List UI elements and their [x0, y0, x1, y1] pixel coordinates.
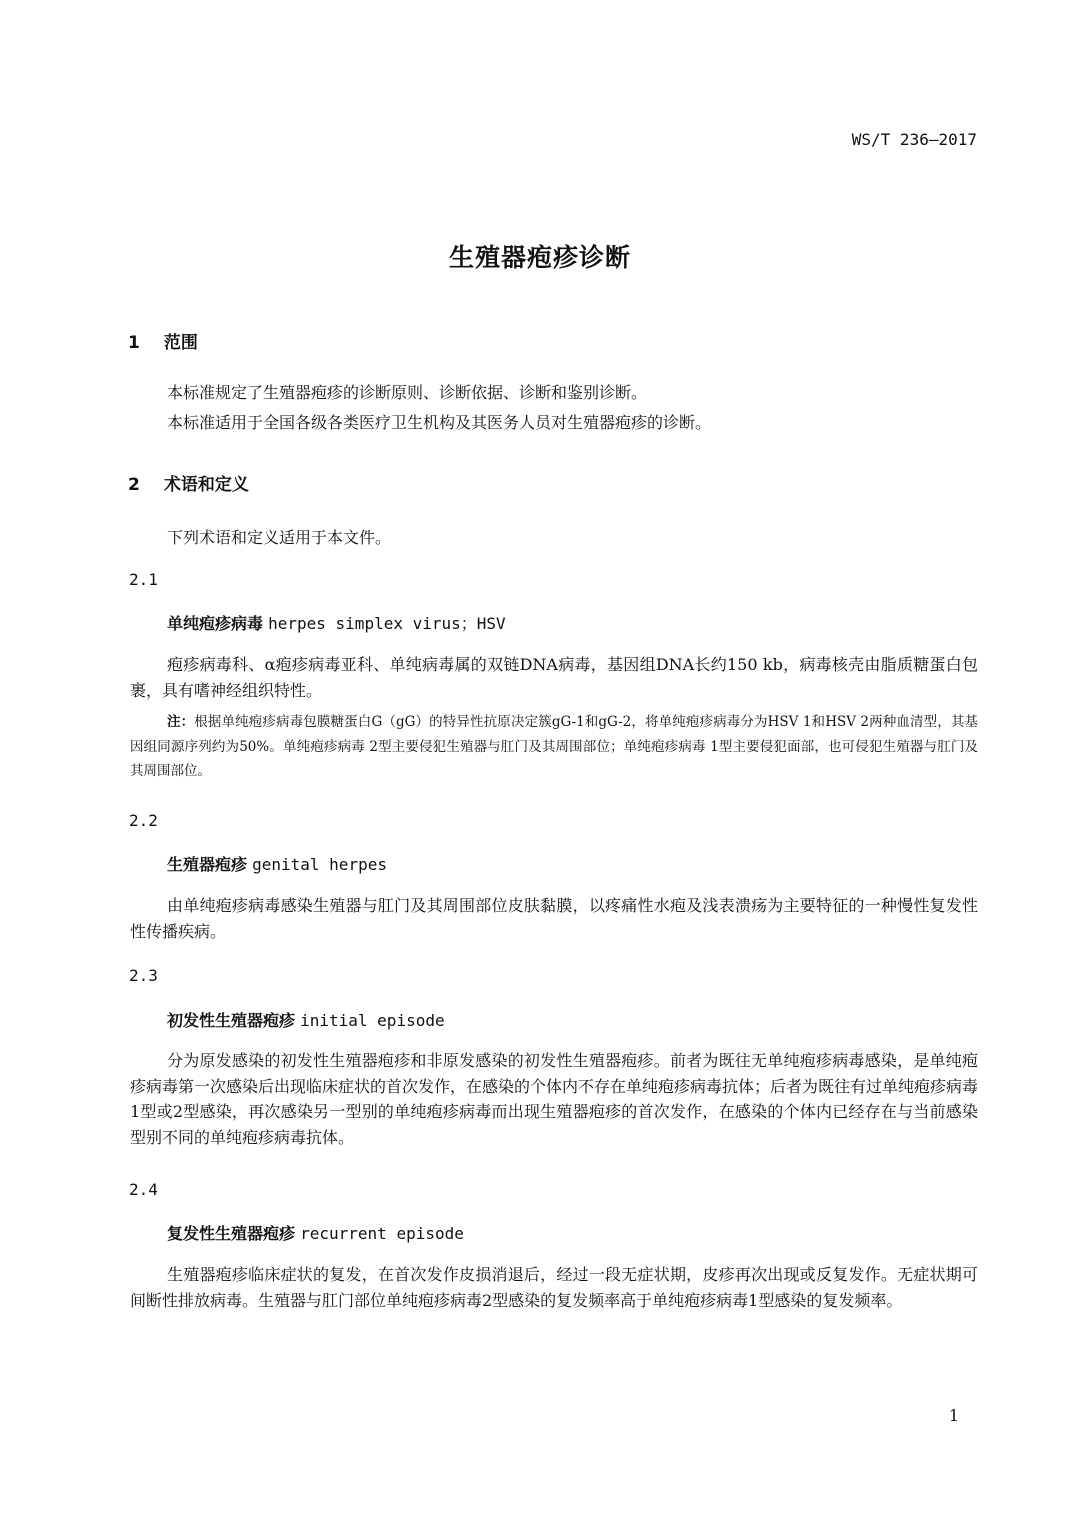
section-number: 1 — [128, 333, 140, 353]
page-number: 1 — [948, 1406, 959, 1425]
term-number: 2.2 — [129, 811, 158, 830]
term-english: genital herpes — [252, 855, 387, 874]
term-heading — [167, 1008, 445, 1031]
term-heading — [167, 1221, 464, 1244]
term-english: recurrent episode — [300, 1224, 464, 1243]
note-text: 根据单纯疱疹病毒包膜糖蛋白G（gG）的特异性抗原决定簇gG-1和gG-2，将单纯疱疹病毒分为HSV 1和HSV 2两种血清型，其基因组同源序列约为50%。单纯疱疹病毒 2型主要侵犯生殖器与肛门及其周围部位；单纯疱疹病毒 1型主要侵犯面部，也可侵犯生殖器与肛门及其周围部位。 — [130, 714, 979, 779]
section-title: 范围 — [163, 333, 198, 353]
section-1-heading — [128, 328, 198, 353]
term-definition: 生殖器疱疹临床症状的复发，在首次发作皮损消退后，经过一段无症状期，皮疹再次出现或反复发作。无症状期可间断性排放病毒。生殖器与肛门部位单纯疱疹病毒2型感染的复发频率高于单纯疱疹病毒1型感染的复发频率。 — [130, 1265, 978, 1310]
term-number: 2.4 — [129, 1180, 158, 1199]
term-number: 2.3 — [129, 966, 158, 985]
term-definition: 由单纯疱疹病毒感染生殖器与肛门及其周围部位皮肤黏膜，以疼痛性水疱及浅表溃疡为主要特征的一种慢性复发性性传播疾病。 — [130, 896, 978, 941]
term-definition: 分为原发感染的初发性生殖器疱疹和非原发感染的初发性生殖器疱疹。前者为既往无单纯疱疹病毒感染，是单纯疱疹病毒第一次感染后出现临床症状的首次发作，在感染的个体内不存在单纯疱疹病毒抗体；后者为既往有过单纯疱疹病毒1型或2型感染，再次感染另一型别的单纯疱疹病毒而出现生殖器疱疹的首次发作，在感染的个体内已经存在与当前感染型别不同的单纯疱疹病毒抗体。 — [130, 1051, 979, 1147]
term-chinese: 初发性生殖器疱疹 — [167, 1011, 296, 1030]
term-definition: 疱疹病毒科、α疱疹病毒亚科、单纯病毒属的双链DNA病毒，基因组DNA长约150 kb，病毒核壳由脂质糖蛋白包裹，具有嗜神经组织特性。 — [130, 655, 978, 700]
term-heading — [167, 611, 506, 634]
term-chinese: 生殖器疱疹 — [167, 855, 248, 874]
term-english: herpes simplex virus；HSV — [268, 614, 506, 633]
term-chinese: 复发性生殖器疱疹 — [167, 1224, 296, 1243]
section-title: 术语和定义 — [163, 475, 249, 495]
term-heading — [167, 852, 387, 875]
terms-intro: 下列术语和定义适用于本文件。 — [167, 528, 392, 547]
term-number: 2.1 — [129, 570, 158, 589]
term-english: initial episode — [300, 1011, 445, 1030]
scope-paragraph-2: 本标准适用于全国各级各类医疗卫生机构及其医务人员对生殖器疱疹的诊断。 — [167, 413, 712, 432]
section-2-heading — [128, 470, 249, 495]
document-title: 生殖器疱疹诊断 — [448, 243, 631, 272]
standard-code: WS/T 236—2017 — [851, 130, 977, 149]
scope-paragraph-1: 本标准规定了生殖器疱疹的诊断原则、诊断依据、诊断和鉴别诊断。 — [167, 383, 648, 402]
term-note — [130, 710, 978, 784]
section-number: 2 — [128, 475, 140, 495]
term-chinese: 单纯疱疹病毒 — [167, 614, 264, 633]
note-label: 注： — [167, 714, 195, 730]
